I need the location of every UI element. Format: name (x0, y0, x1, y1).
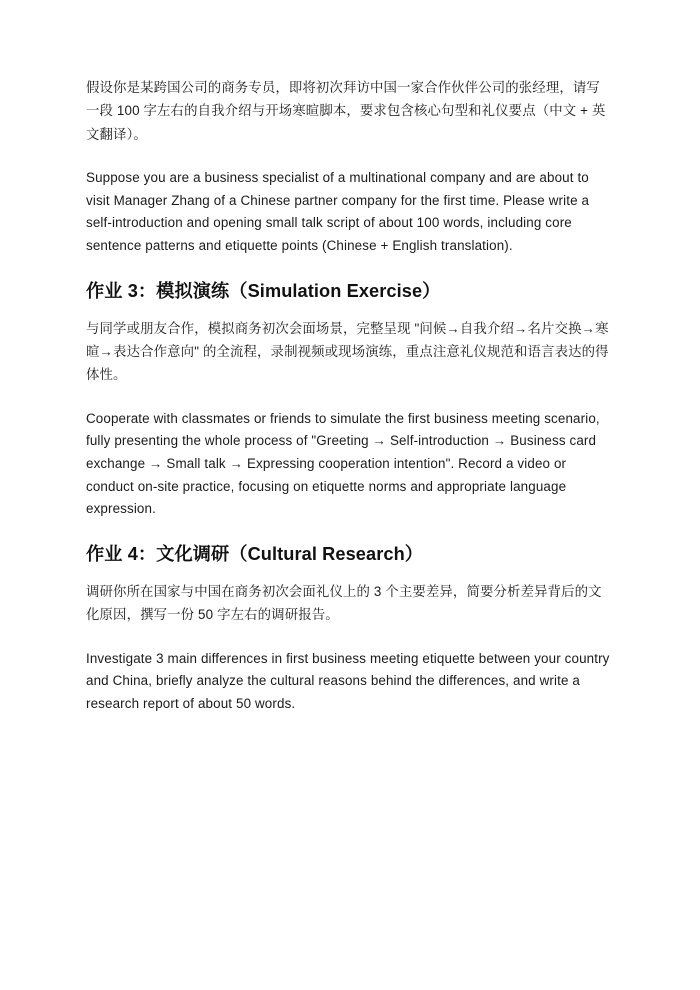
paragraph-task3-chinese-body: 与同学或朋友合作，模拟商务初次会面场景，完整呈现 "问候→自我介绍→名片交换→寒暄→表达合作意向" 的全流程，录制视频或现场演练，重点注意礼仪规范和语言表达的得体性。 (86, 320, 609, 383)
paragraph-task4-chinese-body: 调研你所在国家与中国在商务初次会面礼仪上的 3 个主要差异，简要分析差异背后的文化原因，撰写一份 50 字左右的调研报告。 (86, 583, 602, 623)
paragraph-task2-english-prompt: Suppose you are a business specialist of a multinational company and are about to visit Manager Zhang of a Chinese partner company for the first time. Please write a self-introduction and opening small talk script of about 100 words, including core sentence patterns and etiquette points (Chinese + English translation). (86, 170, 590, 253)
paragraph-task2-chinese-prompt: 假设你是某跨国公司的商务专员，即将初次拜访中国一家合作伙伴公司的张经理，请写一段 100 字左右的自我介绍与开场寒暄脚本，要求包含核心句型和礼仪要点（中文 + 英文翻译）。 (86, 80, 606, 142)
paragraph-task4-english-body: Investigate 3 main differences in first business meeting etiquette between your country and China, briefly analyze the cultural reasons behind the differences, and write a research report of about 50 words. (86, 650, 610, 711)
paragraph-task3-english-body: Cooperate with classmates or friends to simulate the first business meeting scenario, fully presenting the whole process of "Greeting → Self-introduction → Business card exchange → Small talk → Expressing cooperation intention". Record a video or conduct on-site practice, focusing on etiquette norms and appropriate language expression. (86, 410, 600, 517)
document-body (86, 76, 613, 732)
page-trailing-whitespace (86, 731, 613, 732)
heading-task-4-cultural-research: 作业 4：文化调研（Cultural Research） (86, 543, 424, 564)
heading-task-3-simulation-exercise: 作业 3：模拟演练（Simulation Exercise） (86, 280, 441, 301)
